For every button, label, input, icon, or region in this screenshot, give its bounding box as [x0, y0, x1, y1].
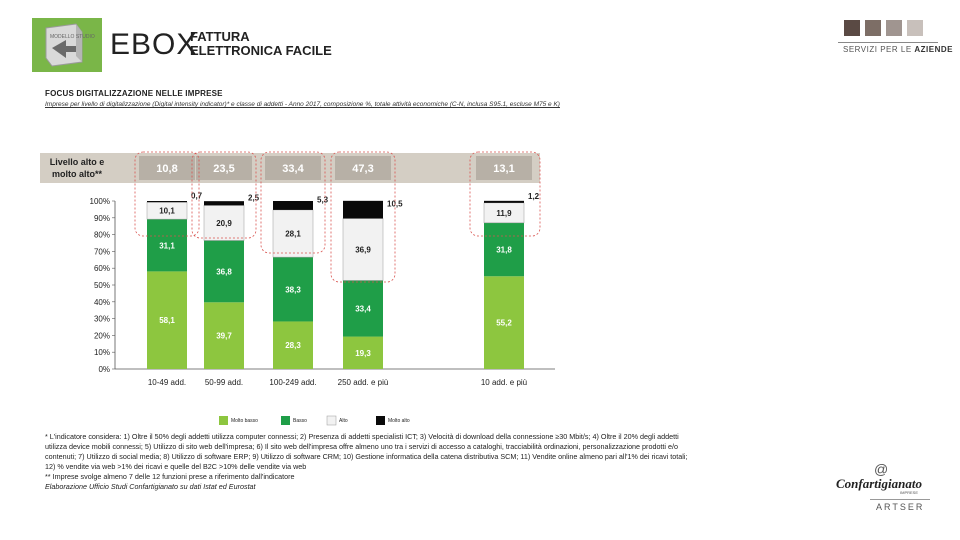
y-tick-label: 80%: [93, 230, 110, 240]
legend-label: Molto alto: [388, 418, 410, 424]
legend-label: Alto: [339, 418, 348, 424]
high-value-label: 23,5: [213, 163, 235, 175]
legend-swatch: [327, 416, 336, 425]
bar-molto-alto: [147, 201, 187, 202]
artser-logo: ARTSER: [876, 502, 925, 512]
x-tick-label: 10-49 add.: [147, 378, 187, 387]
note-line-4: 12) % vendite via web >1% dei ricavi e quelle del B2C >10% delle vendite via web: [45, 462, 307, 471]
source-note: Elaborazione Ufficio Studi Confartigianato su dati Istat ed Eurostat: [45, 482, 256, 491]
x-tick-label: 10 add. e più: [480, 378, 528, 387]
data-label-molto-alto: 2,5: [248, 193, 260, 203]
data-label-molto-basso: 19,3: [355, 348, 371, 358]
y-tick-label: 30%: [93, 314, 110, 324]
data-label-alto: 28,1: [285, 229, 301, 239]
logo-text: MODELLO STUDIO: [50, 34, 95, 40]
y-tick-label: 90%: [93, 213, 110, 223]
confartigianato-logo: Confartigianato: [836, 476, 922, 491]
data-label-molto-basso: 28,3: [285, 341, 301, 351]
high-value-label: 33,4: [282, 163, 304, 175]
high-value-label: 10,8: [156, 163, 178, 175]
services-brand-prefix: SERVIZI PER LE: [843, 45, 915, 54]
data-label-alto: 20,9: [216, 218, 232, 228]
note-line-2: utilizza device mobili connessi; 5) Utilizzo di sito web dell'impresa; 6) Il sito web dell'impresa offre almeno uno tra i servizi di accesso a cataloghi, tracciabilità ordinazioni, personalizzazione prodotti e/o: [45, 442, 679, 451]
data-label-alto: 11,9: [496, 208, 512, 218]
y-tick-label: 60%: [93, 264, 110, 274]
page-title: FOCUS DIGITALIZZAZIONE NELLE IMPRESE: [45, 89, 223, 98]
bar-molto-alto: [273, 201, 313, 210]
note-line-1: * L'indicatore considera: 1) Oltre il 50% degli addetti utilizza computer connessi; 2) Presenza di addetti specialisti ICT; 3) Velocità di download della connessione ≥30 Mbit/s; 4) Oltre il 20% degli addetti: [45, 432, 679, 441]
legend-swatch: [281, 416, 290, 425]
data-label-molto-alto: 10,5: [387, 199, 403, 209]
data-label-basso: 31,8: [496, 245, 512, 255]
x-tick-label: 100-249 add.: [269, 378, 317, 387]
x-tick-label: 250 add. e più: [337, 378, 389, 387]
data-label-molto-basso: 39,7: [216, 331, 232, 341]
x-tick-label: 50-99 add.: [204, 378, 244, 387]
data-label-basso: 31,1: [159, 241, 175, 251]
data-label-alto: 10,1: [159, 206, 175, 216]
high-value-label: 13,1: [493, 163, 515, 175]
y-tick-label: 100%: [89, 197, 110, 206]
note-line-3: contenuti; 7) Utilizzo di social media; 8) Utilizzo di software ERP; 9) Utilizzo di software CRM; 10) Gestione informatica della catena distributiva SCM; 11) Vendite online almeno pari all'1% dei ricavi totali;: [45, 452, 688, 461]
legend-swatch: [219, 416, 228, 425]
confartigianato-symbol-icon: @: [874, 461, 889, 477]
bar-molto-alto: [204, 201, 244, 205]
services-brand-bold: AZIENDE: [914, 45, 953, 54]
data-label-molto-basso: 58,1: [159, 316, 175, 326]
y-tick-label: 0%: [98, 365, 110, 374]
legend-label: Basso: [293, 418, 307, 424]
high-value-label: 47,3: [352, 163, 374, 175]
y-tick-label: 70%: [93, 247, 110, 257]
chart-notes: [45, 432, 845, 492]
data-label-molto-alto: 5,3: [317, 195, 329, 205]
data-label-molto-alto: 0,7: [191, 191, 203, 201]
bar-molto-alto: [343, 201, 383, 219]
confartigianato-small: IMPRESE: [900, 490, 919, 495]
y-tick-label: 20%: [93, 331, 110, 341]
brand-subtitle-line1: FATTURA: [190, 29, 250, 44]
data-label-basso: 38,3: [285, 285, 301, 295]
page-subtitle: Imprese per livello di digitalizzazione (Digital intensity indicator)* e classe di addetti - Anno 2017, composizione %, totale attività economiche (C-N, inclusa S95.1, escluse M75 e K): [45, 101, 560, 108]
data-label-basso: 33,4: [355, 304, 371, 314]
legend-swatch: [376, 416, 385, 425]
high-level-label: Livello alto e molto alto**: [49, 157, 105, 179]
y-tick-label: 50%: [93, 281, 110, 290]
y-tick-label: 10%: [93, 348, 110, 358]
bar-molto-alto: [484, 201, 524, 203]
note-line-5: ** Imprese svolge almeno 7 delle 12 funzioni prese a riferimento dall'indicatore: [45, 472, 295, 481]
data-label-molto-basso: 55,2: [496, 318, 512, 328]
data-label-alto: 36,9: [355, 245, 371, 255]
data-label-basso: 36,8: [216, 267, 232, 277]
artser-divider: [870, 499, 930, 500]
legend-label: Molto basso: [231, 418, 258, 424]
brand-name: EBOX: [110, 28, 198, 61]
data-label-molto-alto: 1,2: [528, 191, 540, 201]
brand-subtitle-line2: ELETTRONICA FACILE: [190, 43, 332, 58]
y-tick-label: 40%: [93, 297, 110, 307]
